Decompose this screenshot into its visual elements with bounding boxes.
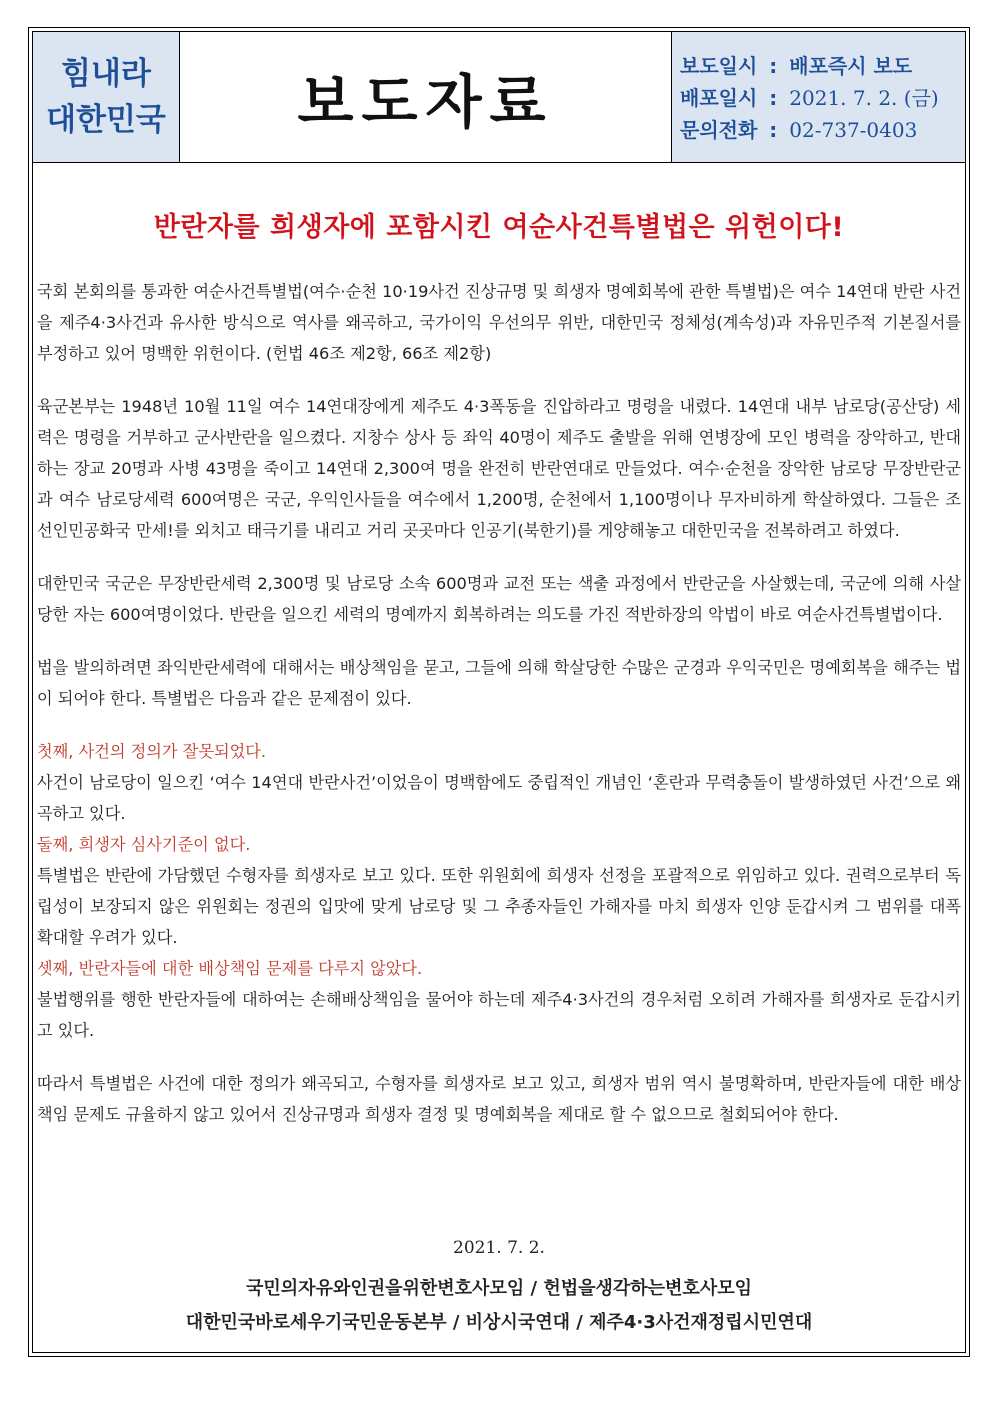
conclusion-paragraph: 따라서 특별법은 사건에 대한 정의가 왜곡되고, 수형자를 희생자로 보고 있고, 희생자 범위 역시 불명확하며, 반란자들에 대한 배상책임 문제도 규율하지 않고 있어서 진상규명과 희생자 결정 및 명예회복을 제대로 할 수 없으므로 철회되어야 한다. xyxy=(37,1074,961,1124)
paragraph: 대한민국 국군은 무장반란세력 2,300명 및 남로당 소속 600명과 교전 또는 색출 과정에서 반란군을 사살했는데, 국군에 의해 사살당한 자는 600여명이었다. 반란을 일으킨 세력의 명예까지 회복하려는 의도를 가진 적반하장의 악법이 바로 여순사건특별법이다. xyxy=(37,574,961,624)
slogan-line-2: 대한민국 xyxy=(46,102,166,138)
press-release-header xyxy=(33,32,965,163)
headline: 반란자를 희생자에 포함시킨 여순사건특별법은 위헌이다! xyxy=(153,212,845,243)
distribution-info-separator: : xyxy=(769,86,778,110)
release-info-label: 보도일시 xyxy=(680,54,758,78)
point-text: 특별법은 반란에 가담했던 수형자를 희생자로 보고 있다. 또한 위원회에 희생자 선정을 포괄적으로 위임하고 있다. 권력으로부터 독립성이 보장되지 않은 위원회는 정권의 입맛에 맞게 남로당 및 그 추종자들인 가해자를 마치 희생자 인양 둔갑시켜 그 범위를 대폭 확대할 우려가 있다. xyxy=(37,866,961,947)
paragraph: 육군본부는 1948년 10월 11일 여수 14연대장에게 제주도 4·3폭동을 진압하라고 명령을 내렸다. 14연대 내부 남로당(공산당) 세력은 명령을 거부하고 군사반란을 일으켰다. 지창수 상사 등 좌익 40명이 제주도 출발을 위해 연병장에 모인 병력을 장악하고, 반대하는 장교 20명과 사병 43명을 죽이고 14연대 2,300여 명을 완전히 반란연대로 만들었다. 여수·순천을 장악한 남로당 무장반란군과 여수 남로당세력 600여명은 국군, 우익인사들을 여수에서 1,200명, 순천에서 1,100명이나 무자비하게 학살하였다. 그들은 조선인민공화국 만세!를 외치고 태극기를 내리고 거리 곳곳마다 인공기(북한기)를 게양해놓고 대한민국을 전복하려고 하였다. xyxy=(37,397,961,540)
release-info-row xyxy=(680,50,965,82)
slogan-line-1: 힘내라 xyxy=(61,56,151,92)
distribution-info-row xyxy=(680,82,965,114)
release-date: 2021. 7. 2. xyxy=(453,1238,545,1258)
document-frame xyxy=(28,27,970,1357)
slogan-box xyxy=(33,32,180,162)
distribution-info-value: 2021. 7. 2. (금) xyxy=(789,86,939,110)
page-title: 보도자료 xyxy=(297,68,554,136)
contact-info-row xyxy=(680,114,965,146)
point-heading: 둘째, 희생자 심사기준이 없다. xyxy=(37,835,251,854)
document-inner-frame xyxy=(32,31,966,1353)
contact-info-separator: : xyxy=(769,118,778,142)
distribution-info-label: 배포일시 xyxy=(680,86,758,110)
release-info-value: 배포즉시 보도 xyxy=(789,54,913,78)
point-heading: 셋째, 반란자들에 대한 배상책임 문제를 다루지 않았다. xyxy=(37,959,423,978)
release-info-box xyxy=(671,32,965,162)
organizations-line-1: 국민의자유와인권을위한변호사모임 / 헌법을생각하는변호사모임 xyxy=(246,1278,752,1299)
article-body xyxy=(37,276,961,1130)
point-text: 불법행위를 행한 반란자들에 대하여는 손해배상책임을 물어야 하는데 제주4·3사건의 경우처럼 오히려 가해자를 희생자로 둔갑시키고 있다. xyxy=(37,990,961,1040)
paragraph: 국회 본회의를 통과한 여순사건특별법(여수·순천 10·19사건 진상규명 및 희생자 명예회복에 관한 특별법)은 여수 14연대 반란 사건을 제주4·3사건과 유사한 방식으로 역사를 왜곡하고, 국가이익 우선의무 위반, 대한민국 정체성(계속성)과 자유민주적 기본질서를 부정하고 있어 명백한 위헌이다. (헌법 46조 제2항, 66조 제2항) xyxy=(37,282,961,363)
point-heading: 첫째, 사건의 정의가 잘못되었다. xyxy=(37,742,267,761)
contact-phone-value: 02-737-0403 xyxy=(789,118,918,142)
paragraph: 법을 발의하려면 좌익반란세력에 대해서는 배상책임을 묻고, 그들에 의해 학살당한 수많은 군경과 우익국민은 명예회복을 해주는 법이 되어야 한다. 특별법은 다음과 같은 문제점이 있다. xyxy=(37,658,961,708)
release-info-separator: : xyxy=(769,54,778,78)
contact-info-label: 문의전화 xyxy=(680,118,758,142)
organizations-line-2: 대한민국바로세우기국민운동본부 / 비상시국연대 / 제주4·3사건재정립시민연대 xyxy=(185,1312,813,1333)
point-text: 사건이 남로당이 일으킨 ‘여수 14연대 반란사건’이었음이 명백함에도 중립적인 개념인 ‘혼란과 무력충돌이 발생하였던 사건’으로 왜곡하고 있다. xyxy=(37,773,961,823)
